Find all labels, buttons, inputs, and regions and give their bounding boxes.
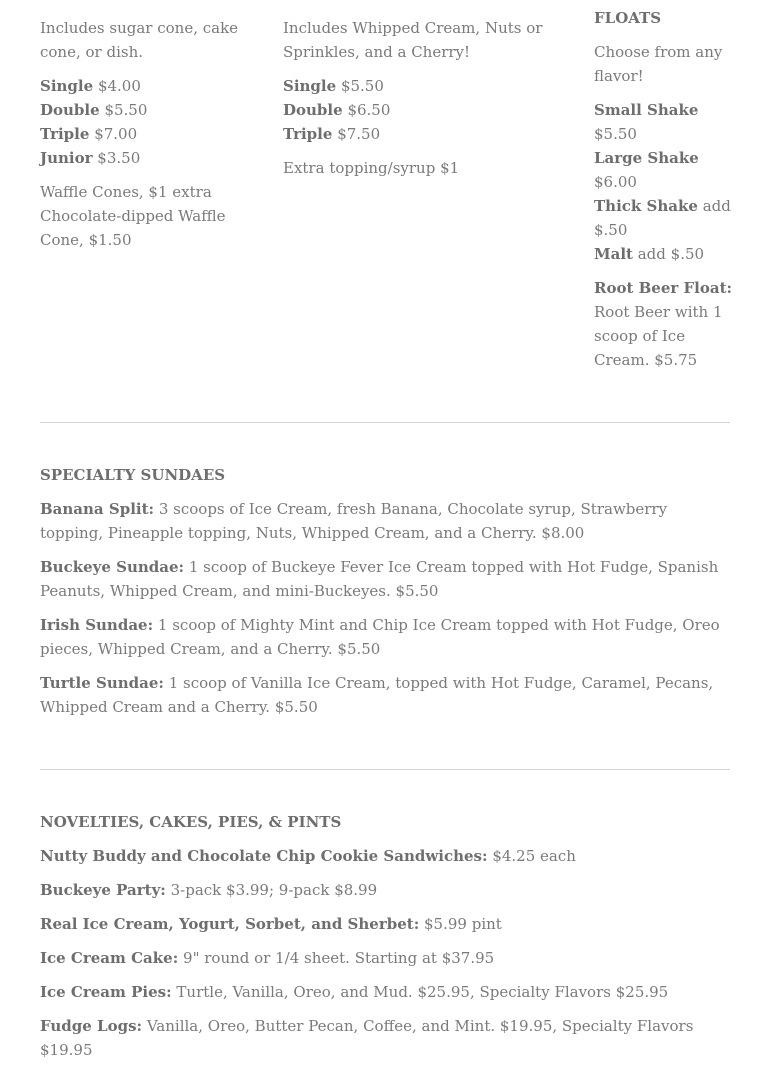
price-row: Junior $3.50 [40,149,141,167]
specialty-heading: SPECIALTY SUNDAES [40,466,226,484]
price-row: Double $5.50 [40,101,148,119]
menu-item: Nutty Buddy and Chocolate Chip Cookie Sandwiches: $4.25 each [40,847,576,865]
sundaes-column [283,16,553,190]
novelties-section [40,810,732,1072]
floats-description: Choose from any flavor! [594,43,723,85]
menu-item: Turtle Sundae: 1 scoop of Vanilla Ice Cream, topped with Hot Fudge, Caramel, Pecans, Whipped Cream and a Cherry. $5.50 [40,674,714,716]
floats-heading: FLOATS [594,9,662,27]
specialty-sundaes-section [40,463,732,729]
large-shake-label: Large Shake [594,149,699,167]
menu-item: Ice Cream Cake: 9" round or 1/4 sheet. Starting at $37.95 [40,949,495,967]
price-row: Single $5.50 [283,77,384,95]
sundaes-note: Extra topping/syrup $1 [283,159,460,177]
cones-note: Waffle Cones, $1 extra Chocolate-dipped Waffle Cone, $1.50 [40,183,226,249]
price-row: Triple $7.50 [283,125,381,143]
small-shake-label: Small Shake [594,101,699,119]
section-divider [40,769,730,770]
menu-item: Buckeye Party: 3-pack $3.99; 9-pack $8.99 [40,881,378,899]
menu-item: Fudge Logs: Vanilla, Oreo, Butter Pecan, Coffee, and Mint. $19.95, Specialty Flavors $19.95 [40,1017,694,1059]
malt-row: Malt add $.50 [594,245,705,263]
floats-column [594,6,734,382]
price-row: Single $4.00 [40,77,141,95]
price-row: Triple $7.00 [40,125,138,143]
cones-description: Includes sugar cone, cake cone, or dish. [40,19,239,61]
floats-price-list [594,98,734,266]
sundaes-description: Includes Whipped Cream, Nuts or Sprinkles, and a Cherry! [283,19,543,61]
menu-item: Irish Sundae: 1 scoop of Mighty Mint and Chip Ice Cream topped with Hot Fudge, Oreo pieces, Whipped Cream, and a Cherry. $5.50 [40,616,720,658]
novelties-heading: NOVELTIES, CAKES, PIES, & PINTS [40,813,342,831]
cones-price-list [40,74,240,170]
cones-column [40,16,240,262]
section-divider [40,422,730,423]
thick-shake-row: Thick Shake add $.50 [594,197,731,239]
sundaes-price-list [283,74,553,146]
menu-item: Buckeye Sundae: 1 scoop of Buckeye Fever Ice Cream topped with Hot Fudge, Spanish Peanuts, Whipped Cream, and mini-Buckeyes. $5.50 [40,558,719,600]
menu-item: Real Ice Cream, Yogurt, Sorbet, and Sherbet: $5.99 pint [40,915,502,933]
large-shake-price: $6.00 [594,173,637,191]
root-beer-float: Root Beer Float: Root Beer with 1 scoop of Ice Cream. $5.75 [594,279,733,369]
menu-item: Ice Cream Pies: Turtle, Vanilla, Oreo, and Mud. $25.95, Specialty Flavors $25.95 [40,983,669,1001]
small-shake-price: $5.50 [594,125,637,143]
menu-item: Banana Split: 3 scoops of Ice Cream, fresh Banana, Chocolate syrup, Strawberry topping, Pineapple topping, Nuts, Whipped Cream, and a Cherry. $8.00 [40,500,668,542]
price-row: Double $6.50 [283,101,391,119]
